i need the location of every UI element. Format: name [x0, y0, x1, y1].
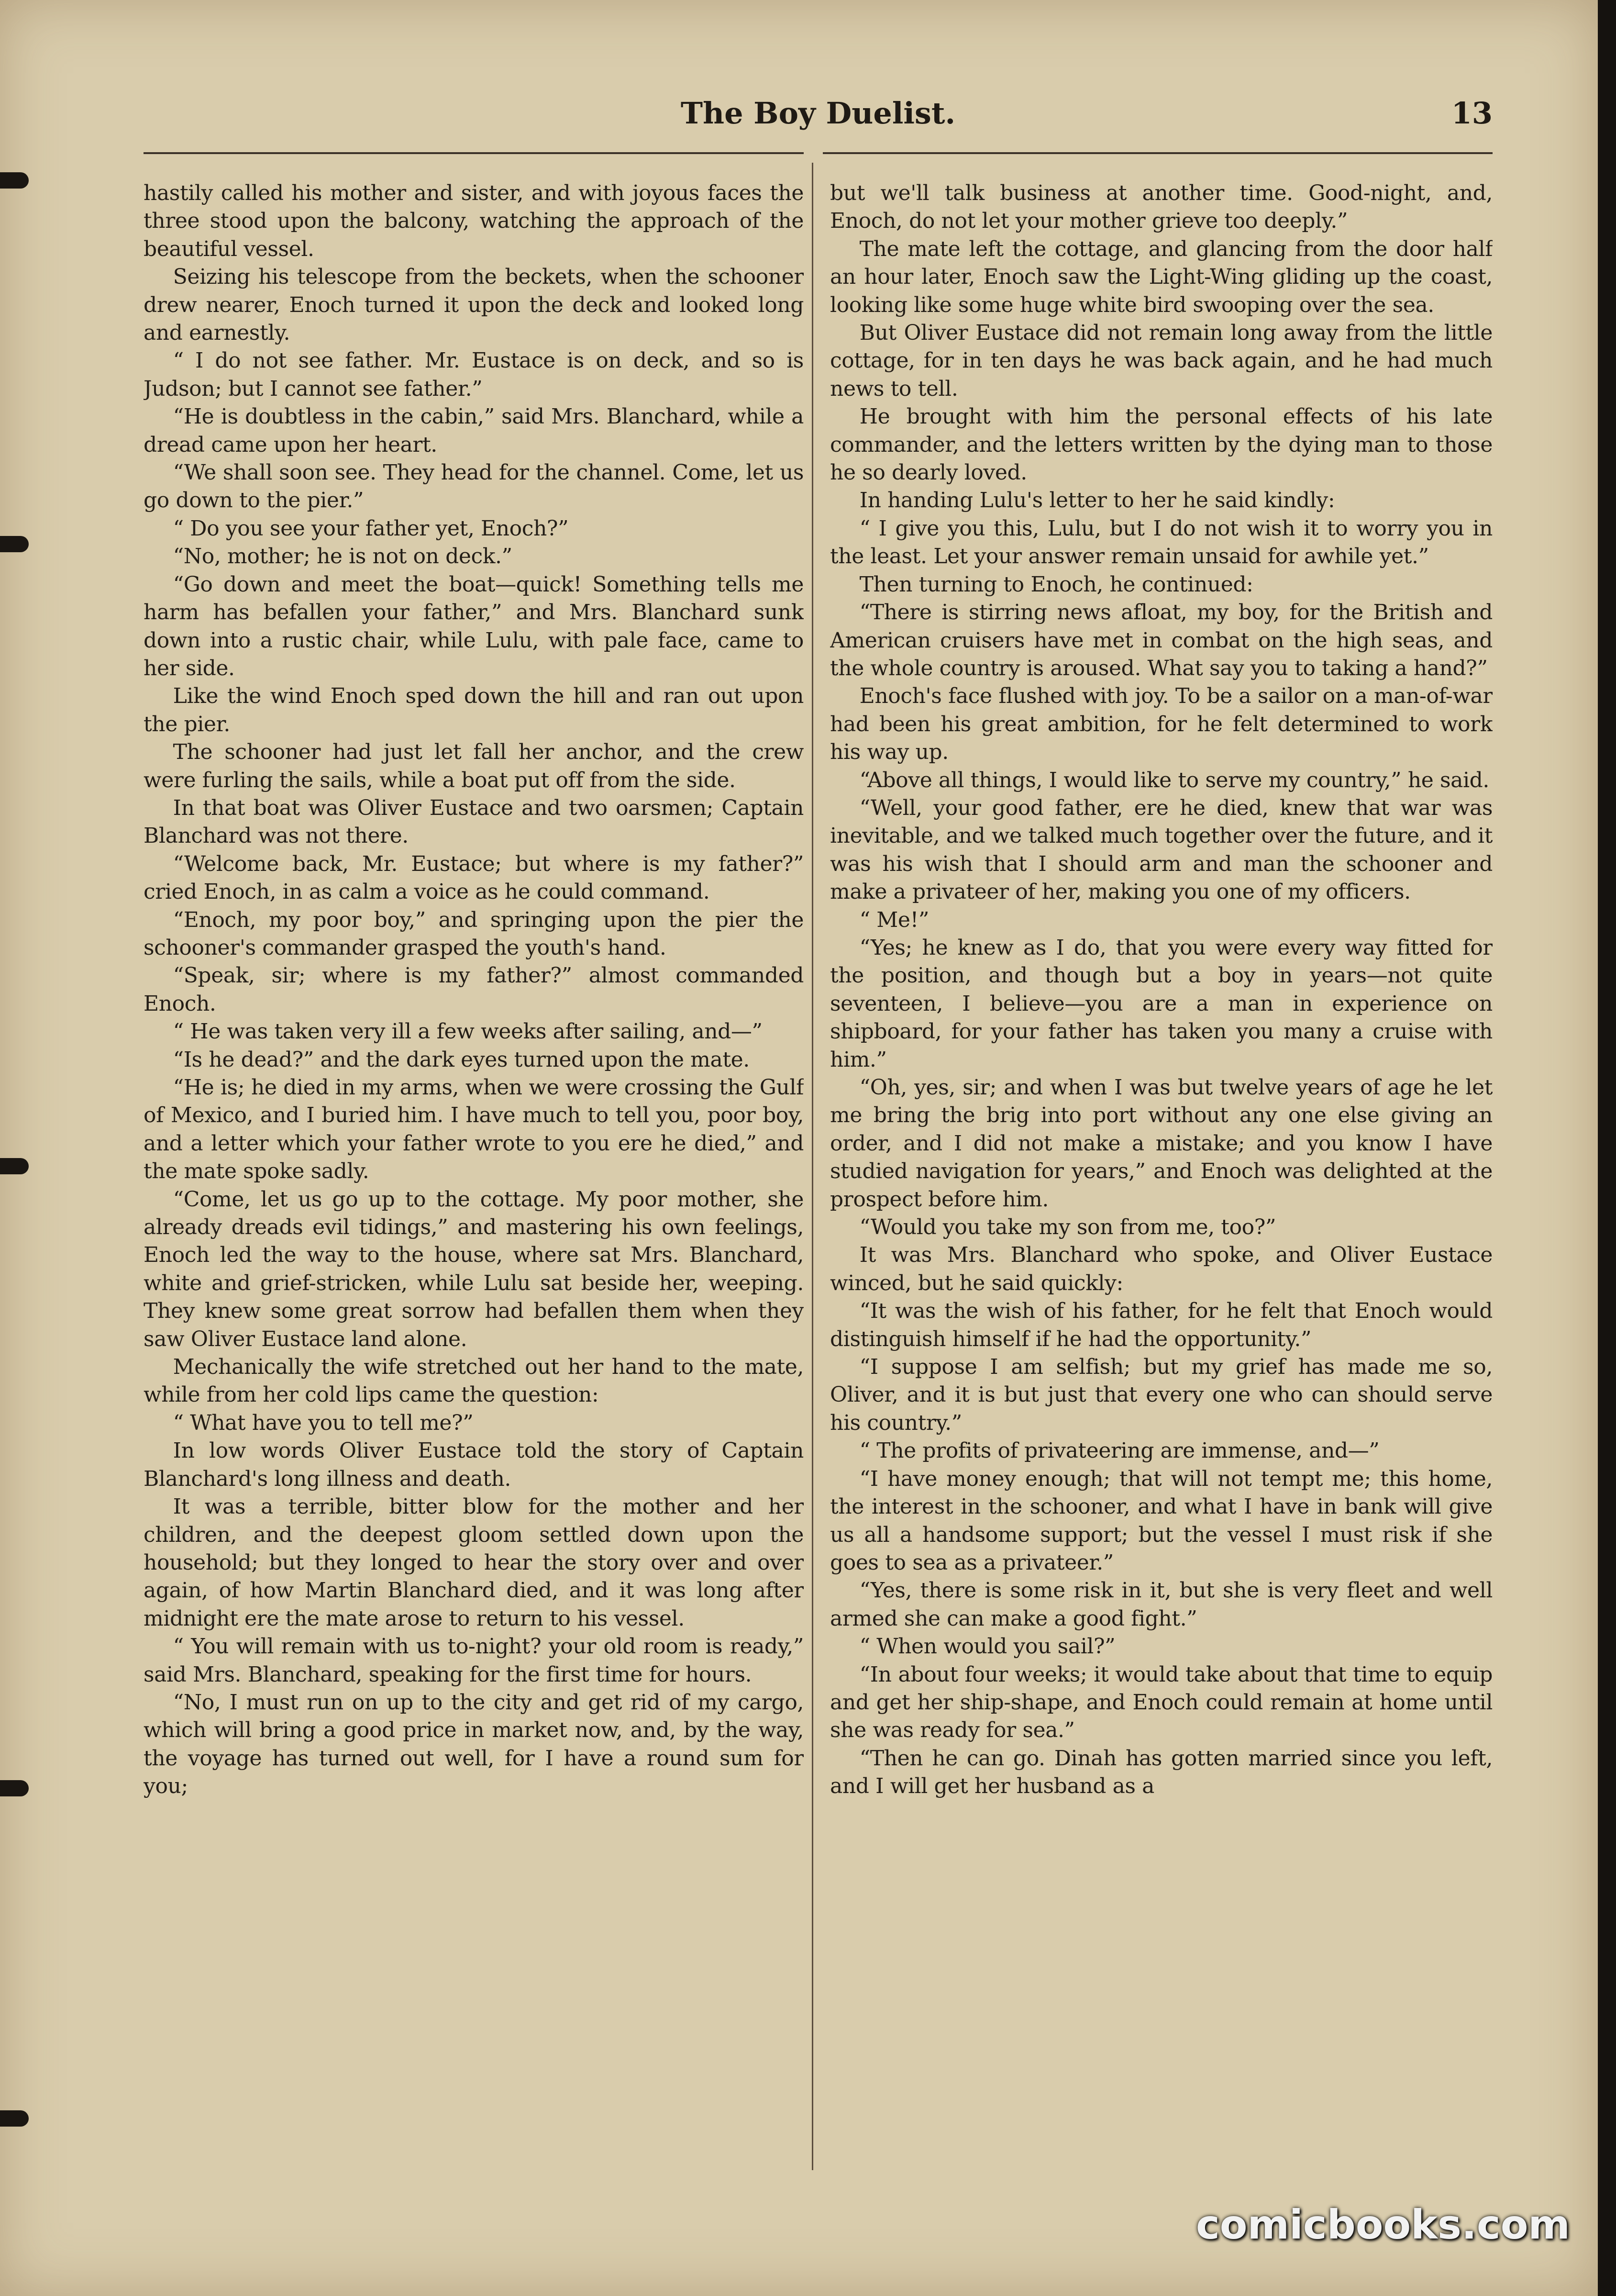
- paragraph: “ I give you this, Lulu, but I do not wish it to worry you in the least. Let your answer remain unsaid for awhile yet.”: [830, 516, 1493, 569]
- paragraph: But Oliver Eustace did not remain long away from the little cottage, for in ten days he was back again, and he had much news to tell.: [830, 321, 1493, 401]
- page-title: The Boy Duelist.: [680, 96, 956, 131]
- paragraph: “We shall soon see. They head for the channel. Come, let us go down to the pier.”: [144, 460, 804, 513]
- page-edge: [1598, 0, 1616, 2296]
- running-header: [144, 96, 1493, 139]
- paragraph: In that boat was Oliver Eustace and two oarsmen; Captain Blanchard was not there.: [144, 795, 804, 848]
- paragraph: “Then he can go. Dinah has gotten married since you left, and I will get her husband as a: [830, 1746, 1493, 1799]
- paragraph: The schooner had just let fall her anchor, and the crew were furling the sails, while a boat put off from the side.: [144, 740, 804, 792]
- paragraph: In low words Oliver Eustace told the story of Captain Blanchard's long illness and death.: [144, 1438, 804, 1491]
- binding-hole: [0, 2110, 29, 2127]
- paragraph: “ Do you see your father yet, Enoch?”: [173, 516, 569, 541]
- paragraph: “ You will remain with us to-night? your old room is ready,” said Mrs. Blanchard, speaking for the first time for hours.: [144, 1634, 804, 1687]
- paragraph: “There is stirring news afloat, my boy, for the British and American cruisers have met in combat on the high seas, and the whole country is aroused. What say you to taking a hand?”: [830, 600, 1493, 680]
- paragraph: “ What have you to tell me?”: [173, 1410, 474, 1435]
- paragraph: “He is doubtless in the cabin,” said Mrs. Blanchard, while a dread came upon her heart.: [144, 404, 804, 457]
- binding-hole: [0, 172, 29, 189]
- paragraph: “No, mother; he is not on deck.”: [173, 544, 512, 569]
- paragraph: “ I do not see father. Mr. Eustace is on deck, and so is Judson; but I cannot see father.”: [144, 348, 804, 401]
- binding-hole: [0, 1780, 29, 1796]
- paragraph: “Speak, sir; where is my father?” almost commanded Enoch.: [144, 963, 804, 1016]
- paragraph: “It was the wish of his father, for he felt that Enoch would distinguish himself if he had the opportunity.”: [830, 1299, 1493, 1351]
- paragraph: Enoch's face flushed with joy. To be a sailor on a man-of-war had been his great ambition, for he felt determined to work his way up.: [830, 684, 1493, 765]
- paragraph: “Is he dead?” and the dark eyes turned upon the mate.: [173, 1047, 750, 1072]
- paragraph: “ When would you sail?”: [859, 1634, 1116, 1659]
- paragraph: “Yes, there is some risk in it, but she is very fleet and well armed she can make a good fight.”: [830, 1578, 1493, 1631]
- paragraph: “I have money enough; that will not tempt me; this home, the interest in the schooner, and what I have in bank will give us all a handsome support; but the vessel I must risk if she goes to sea as a privateer.”: [830, 1466, 1493, 1575]
- binding-hole: [0, 536, 29, 552]
- paragraph: “In about four weeks; it would take about that time to equip and get her ship-shape, and Enoch could remain at home until she was ready for sea.”: [830, 1662, 1493, 1743]
- binding-edge: [0, 0, 33, 2296]
- paragraph: “Enoch, my poor boy,” and springing upon the pier the schooner's commander grasped the youth's hand.: [144, 907, 804, 960]
- paragraph: Then turning to Enoch, he continued:: [859, 572, 1253, 597]
- paragraph: “Above all things, I would like to serve my country,” he said.: [859, 768, 1490, 792]
- paragraph: “No, I must run on up to the city and get rid of my cargo, which will bring a good price in market now, and, by the way, the voyage has turned out well, for I have a round sum for you;: [144, 1690, 804, 1799]
- paragraph: “Would you take my son from me, too?”: [859, 1215, 1276, 1240]
- paragraph: “Come, let us go up to the cottage. My poor mother, she already dreads evil tidings,” and mastering his own feelings, Enoch led the way to the house, where sat Mrs. Blanchard, white and grief-stricken, while Lulu sat beside her, weeping. They knew some great sorrow had befallen them when they saw Oliver Eustace land alone.: [144, 1187, 804, 1351]
- paragraph: hastily called his mother and sister, and with joyous faces the three stood upon the balcony, watching the approach of the beautiful vessel.: [144, 181, 804, 261]
- paragraph: “ Me!”: [859, 907, 929, 932]
- paragraph: He brought with him the personal effects of his late commander, and the letters written by the dying man to those he so dearly loved.: [830, 404, 1493, 485]
- header-rule-left: [144, 152, 804, 154]
- paragraph: “I suppose I am selfish; but my grief has made me so, Oliver, and it is but just that every one who can should serve his country.”: [830, 1355, 1493, 1435]
- paragraph: “Go down and meet the boat—quick! Something tells me harm has befallen your father,” and Mrs. Blanchard sunk down into a rustic chair, while Lulu, with pale face, came to her side.: [144, 572, 804, 680]
- header-rule-right: [823, 152, 1493, 154]
- binding-hole: [0, 1158, 29, 1174]
- paragraph: but we'll talk business at another time. Good-night, and, Enoch, do not let your mother grieve too deeply.”: [830, 181, 1493, 234]
- paragraph: Mechanically the wife stretched out her hand to the mate, while from her cold lips came the question:: [144, 1355, 804, 1407]
- watermark-text: comicbooks.com: [1196, 2201, 1570, 2248]
- paragraph: “Yes; he knew as I do, that you were every way fitted for the position, and though but a boy in years—not quite seventeen, I believe—you are a man in experience on shipboard, for your father has taken you many a cruise with him.”: [830, 935, 1493, 1072]
- paragraph: The mate left the cottage, and glancing from the door half an hour later, Enoch saw the Light-Wing gliding up the coast, looking like some huge white bird swooping over the sea.: [830, 236, 1493, 317]
- right-column: [830, 179, 1493, 2170]
- paragraph: It was a terrible, bitter blow for the mother and her children, and the deepest gloom settled down upon the household; but they longed to hear the story over and over again, of how Martin Blanchard died, and it was long after midnight ere the mate arose to return to his vessel.: [144, 1494, 804, 1631]
- paragraph: “ He was taken very ill a few weeks after sailing, and—”: [173, 1019, 763, 1044]
- paragraph: “Well, your good father, ere he died, knew that war was inevitable, and we talked much together over the future, and it was his wish that I should arm and man the schooner and make a privateer of her, making you one of my officers.: [830, 795, 1493, 904]
- page-number: 13: [1451, 96, 1493, 131]
- paragraph: “He is; he died in my arms, when we were crossing the Gulf of Mexico, and I buried him. I have much to tell you, poor boy, and a letter which your father wrote to you ere he died,” and the mate spoke sadly.: [144, 1075, 804, 1184]
- left-column: [144, 179, 804, 2170]
- paragraph: In handing Lulu's letter to her he said kindly:: [859, 488, 1335, 513]
- paragraph: “ The profits of privateering are immense, and—”: [859, 1438, 1380, 1463]
- paragraph: “Welcome back, Mr. Eustace; but where is my father?” cried Enoch, in as calm a voice as he could command.: [144, 851, 804, 904]
- paragraph: Seizing his telescope from the beckets, when the schooner drew nearer, Enoch turned it upon the deck and looked long and earnestly.: [144, 265, 804, 346]
- paragraph: Like the wind Enoch sped down the hill and ran out upon the pier.: [144, 684, 804, 736]
- paragraph: It was Mrs. Blanchard who spoke, and Oliver Eustace winced, but he said quickly:: [830, 1243, 1493, 1295]
- paragraph: “Oh, yes, sir; and when I was but twelve years of age he let me bring the brig into port without any one else giving an order, and I did not make a mistake; and you know I have studied navigation for years,” and Enoch was delighted at the prospect before him.: [830, 1075, 1493, 1212]
- column-divider: [812, 163, 813, 2170]
